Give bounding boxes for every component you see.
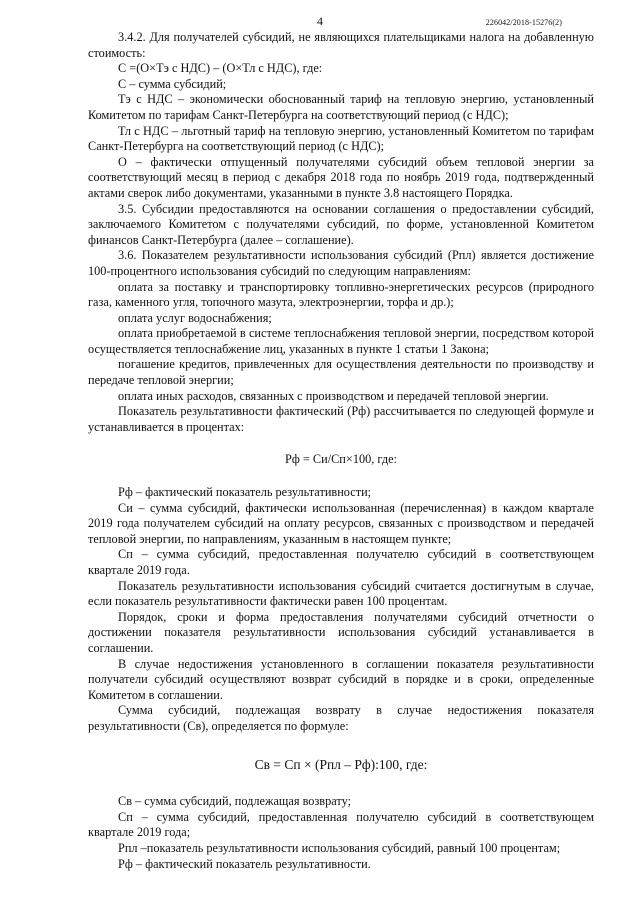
- formula-sv: Св = Сп × (Рпл – Рф):100, где:: [254, 756, 428, 772]
- document-body: [88, 30, 594, 872]
- definition-rpl: Рпл –показатель результативности использования субсидий, равный 100 процентам;: [118, 840, 561, 855]
- paragraph-achieved: Показатель результативности использования субсидий считается достигнутым в случае, если показатель результативности фактически равен 100 процентам.: [88, 578, 594, 609]
- direction-heat: оплата приобретаемой в системе теплоснабжения тепловой энергии, посредством которой осуществляется теплоснабжение лиц, указанных в пункте 1 статьи 1 Закона;: [88, 326, 594, 356]
- page-number: 4: [317, 14, 323, 28]
- definition-rf-2: Рф – фактический показатель результативности.: [118, 856, 371, 871]
- definition-te: Тэ с НДС – экономически обоснованный тариф на тепловую энергию, установленный Комитетом по тарифам Санкт-Петербурга на соответствующий период (с НДС);: [88, 92, 594, 122]
- definition-sp: Сп – сумма субсидий, предоставленная получателю субсидий в соответствующем квартале 2019 года.: [88, 547, 594, 577]
- definition-sv: Св – сумма субсидий, подлежащая возврату;: [118, 794, 352, 809]
- paragraph-return: В случае недостижения установленного в соглашении показателя результативности получатели субсидий осуществляют возврат субсидий в порядке и в сроки, определенные Комитетом в соглашении.: [88, 656, 594, 702]
- direction-water: оплата услуг водоснабжения;: [118, 310, 272, 325]
- paragraph-3-4-2: 3.4.2. Для получателей субсидий, не являющихся плательщиками налога на добавленную стоимость:: [88, 30, 594, 60]
- paragraph-rf-intro: Показатель результативности фактический (Рф) рассчитывается по следующей формуле и устанавливается в процентах:: [88, 404, 594, 434]
- paragraph-3-5: 3.5. Субсидии предоставляются на основании соглашения о предоставлении субсидий, заключаемого Комитетом с получателями субсидий, по форме, установленной Комитетом финансов Санкт-Петербурга (далее – соглашение).: [88, 201, 594, 247]
- paragraph-reporting: Порядок, сроки и форма предоставления получателями субсидий отчетности о достижении показателя результативности использования субсидий устанавливается в соглашении.: [88, 609, 594, 655]
- direction-credits: погашение кредитов, привлеченных для осуществления деятельности по производству и передаче тепловой энергии;: [88, 357, 594, 388]
- formula-rf: Рф = Си/Сп×100, где:: [285, 452, 397, 467]
- formula-subsidy-sum: С =(О×Тэ с НДС) – (О×Тл с НДС), где:: [118, 61, 323, 76]
- definition-si: Си – сумма субсидий, фактически использованная (перечисленная) в каждом квартале 2019 года получателем субсидий на оплату ресурсов, связанных с производством и передачей тепловой энергии, по направлениям, указанным в настоящем пункте;: [88, 500, 594, 546]
- direction-other: оплата иных расходов, связанных с производством и передачей тепловой энергии.: [118, 388, 549, 403]
- document-id: 226042/2018-15276(2): [485, 18, 562, 27]
- paragraph-sv-intro: Сумма субсидий, подлежащая возврату в случае недостижения показателя результативности (Св), определяется по формуле:: [88, 703, 594, 733]
- definition-tl: Тл с НДС – льготный тариф на тепловую энергию, установленный Комитетом по тарифам Санкт-Петербурга на соответствующий период (с НДС);: [88, 123, 594, 154]
- definition-sp-2: Сп – сумма субсидий, предоставленная получателю субсидий в соответствующем квартале 2019 года;: [88, 809, 594, 840]
- paragraph-3-6: 3.6. Показателем результативности использования субсидий (Рпл) является достижение 100-процентного использования субсидий по следующим направлениям:: [88, 248, 594, 278]
- definition-o: О – фактически отпущенный получателями субсидий объем тепловой энергии за соответствующий месяц в период с декабря 2018 года по ноябрь 2019 года, подтвержденный актами сверок либо документами, указанными в пункте 3.8 настоящего Порядка.: [88, 154, 594, 200]
- definition-rf: Рф – фактический показатель результативности;: [118, 485, 372, 500]
- definition-c: С – сумма субсидий;: [118, 76, 227, 91]
- direction-fuel: оплата за поставку и транспортировку топливно-энергетических ресурсов (природного газа, каменного угля, топочного мазута, электроэнергии, торфа и др.);: [88, 279, 594, 310]
